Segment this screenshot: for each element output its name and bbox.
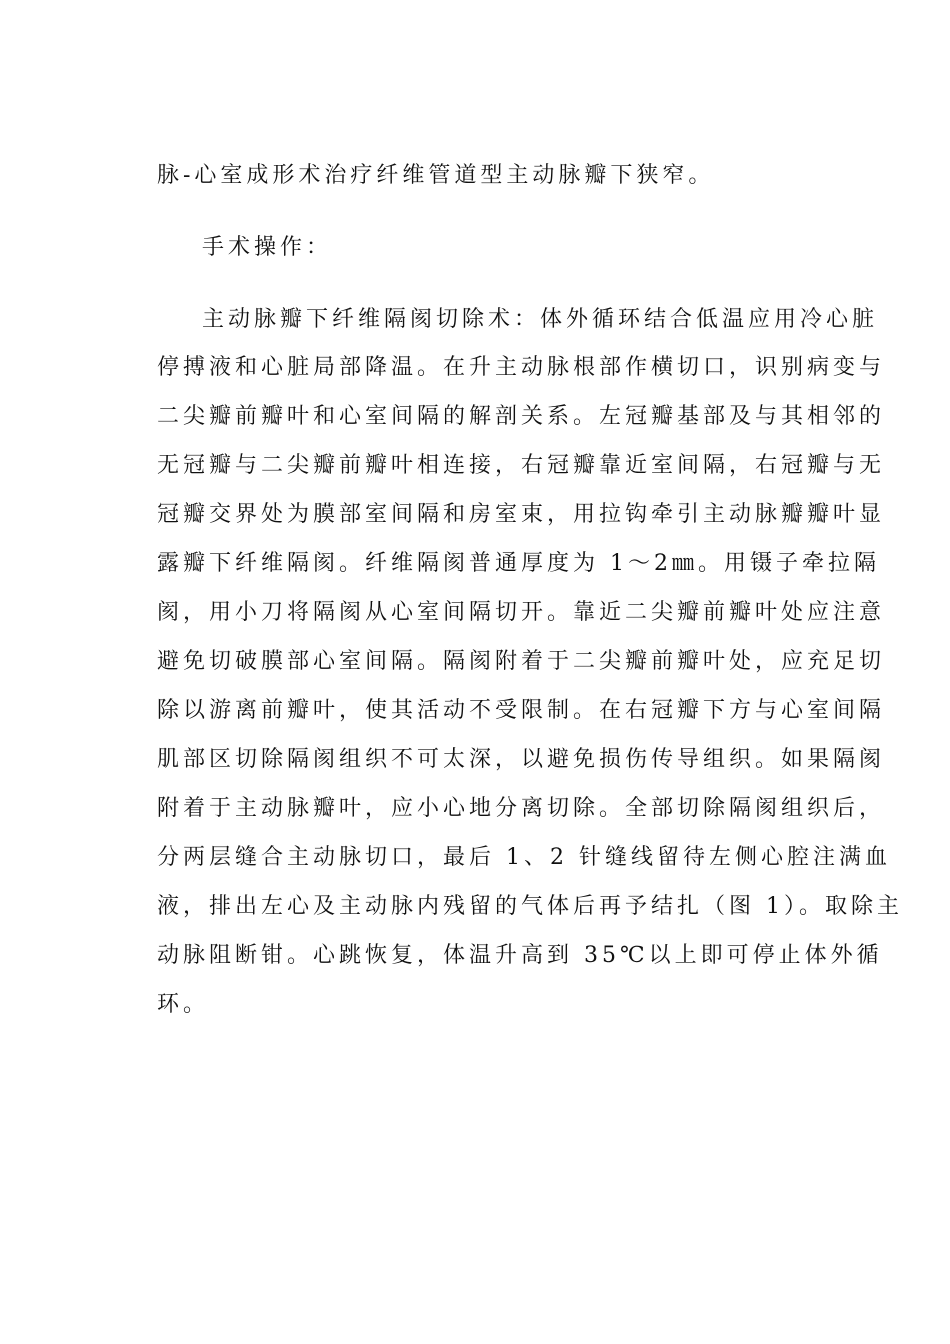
text-line: 停搏液和心脏局部降温。在升主动脉根部作横切口，识别病变与 [157, 355, 886, 380]
text-line: 阂，用小刀将隔阂从心室间隔切开。靠近二尖瓣前瓣叶处应注意 [157, 600, 886, 625]
text-line: 分两层缝合主动脉切口，最后 1、2 针缝线留待左侧心腔注满血 [157, 845, 891, 870]
text-line: 液，排出左心及主动脉内残留的气体后再予结扎（图 1）。取除主 [157, 894, 903, 919]
text-line: 环。 [157, 992, 210, 1017]
text-line: 避免切破膜部心室间隔。隔阂附着于二尖瓣前瓣叶处，应充足切 [157, 649, 886, 674]
text-line: 冠瓣交界处为膜部室间隔和房室束，用拉钩牵引主动脉瓣瓣叶显 [157, 502, 886, 527]
text-line: 附着于主动脉瓣叶，应小心地分离切除。全部切除隔阂组织后， [157, 796, 886, 821]
text-line: 二尖瓣前瓣叶和心室间隔的解剖关系。左冠瓣基部及与其相邻的 [157, 404, 886, 429]
text-line: 除以游离前瓣叶，使其活动不受限制。在右冠瓣下方与心室间隔 [157, 698, 886, 723]
text-line: 露瓣下纤维隔阂。纤维隔阂普通厚度为 1～2㎜。用镊子牵拉隔 [157, 551, 880, 576]
text-line: 主动脉瓣下纤维隔阂切除术：体外循环结合低温应用冷心脏 [202, 307, 879, 332]
section-heading: 手术操作： [202, 235, 333, 260]
text-line: 脉-心室成形术治疗纤维管道型主动脉瓣下狭窄。 [157, 163, 715, 188]
text-line: 动脉阻断钳。心跳恢复，体温升高到 35℃以上即可停止体外循 [157, 943, 883, 968]
text-line: 肌部区切除隔阂组织不可太深，以避免损伤传导组织。如果隔阂 [157, 747, 886, 772]
text-line: 无冠瓣与二尖瓣前瓣叶相连接，右冠瓣靠近室间隔，右冠瓣与无 [157, 453, 886, 478]
